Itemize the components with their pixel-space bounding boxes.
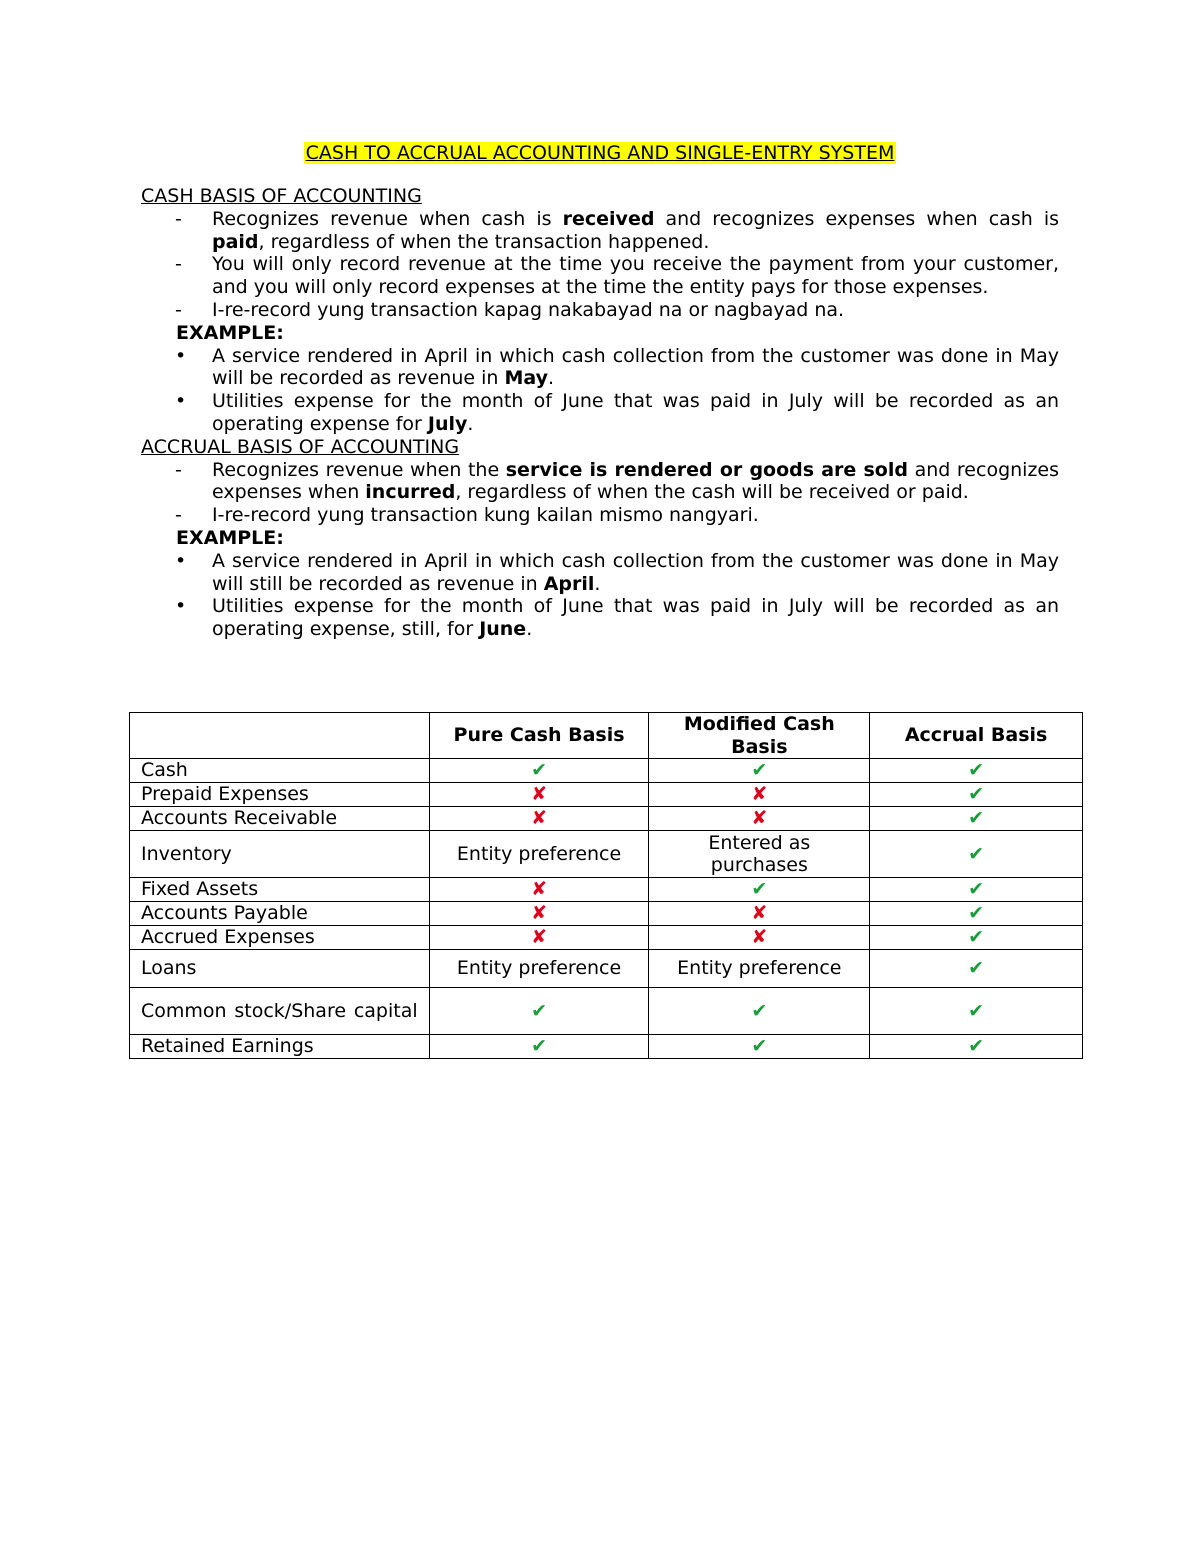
table-cell-cross [429, 902, 649, 926]
dash-marker: - [175, 253, 182, 276]
table-cell-check [870, 1035, 1083, 1059]
table-row [130, 926, 1083, 950]
table-row [130, 807, 1083, 831]
cross-icon: ✘ [751, 807, 768, 830]
cash-basis-example [141, 390, 1059, 436]
body-text: , regardless of when the cash will be received or paid. [455, 481, 969, 504]
table-cell-check [870, 988, 1083, 1035]
check-icon: ✔ [968, 878, 985, 901]
row-label: Cash [130, 759, 430, 783]
title-wrapper [0, 141, 1200, 166]
emphasis-text: paid [212, 230, 259, 253]
table-cell-check [429, 1035, 649, 1059]
cash-basis-point [141, 299, 1059, 322]
table-cell-check [649, 878, 870, 902]
cell-text: Entity preference [456, 842, 622, 865]
accrual-basis-example [141, 595, 1059, 641]
body-text: . [526, 618, 533, 641]
body-text: A service rendered in April in which cash collection from the customer was done in May will be recorded as revenue in [212, 344, 1059, 390]
comparison-table [129, 712, 1083, 1059]
table-cell-check [649, 1035, 870, 1059]
table-header-row [130, 713, 1083, 759]
emphasis-text: service is rendered or goods are sold [505, 458, 908, 481]
table-cell-text [649, 950, 870, 988]
accrual-basis-section [141, 436, 1059, 641]
check-icon: ✔ [751, 1035, 768, 1058]
header-modified-cash-basis: Modified Cash Basis [649, 713, 870, 759]
dash-marker: - [175, 298, 182, 321]
table-cell-check [649, 988, 870, 1035]
cross-icon: ✘ [531, 783, 547, 806]
table-cell-check [870, 878, 1083, 902]
cell-text: Entity preference [677, 957, 842, 980]
row-label: Fixed Assets [130, 878, 430, 902]
table-row [130, 988, 1083, 1035]
body-text: Recognizes revenue when cash is [212, 207, 563, 230]
table-cell-check [649, 759, 870, 783]
header-cell-empty [130, 713, 430, 759]
table-cell-cross [649, 902, 870, 926]
body-text: Utilities expense for the month of June that was paid in July will be recorded as an operating expense, still, for [212, 595, 1059, 641]
body-text: Utilities expense for the month of June that was paid in July will be recorded as an operating expense for [212, 390, 1059, 435]
check-icon: ✔ [968, 783, 985, 806]
emphasis-text: May [504, 367, 548, 390]
body-text: . [594, 572, 601, 595]
body-text: . [467, 412, 474, 435]
cross-icon: ✘ [531, 807, 547, 830]
body-text: and recognizes expenses when cash is [654, 207, 1060, 230]
cash-basis-section [141, 185, 1059, 436]
check-icon: ✔ [531, 999, 547, 1022]
row-label: Accounts Payable [130, 902, 430, 926]
table-cell-cross [429, 807, 649, 831]
body-text: A service rendered in April in which cash collection from the customer was done in May will still be recorded as revenue in [212, 549, 1059, 595]
table-row [130, 783, 1083, 807]
cross-icon: ✘ [751, 902, 768, 925]
cash-basis-example [141, 345, 1059, 391]
row-label: Prepaid Expenses [130, 783, 430, 807]
table-cell-cross [429, 926, 649, 950]
table-cell-check [870, 807, 1083, 831]
check-icon: ✔ [968, 999, 985, 1022]
check-icon: ✔ [531, 1035, 547, 1058]
table-cell-cross [649, 926, 870, 950]
table-cell-cross [649, 783, 870, 807]
bullet-icon: • [175, 390, 187, 413]
check-icon: ✔ [968, 957, 985, 980]
table-row [130, 1035, 1083, 1059]
dash-marker: - [175, 207, 182, 230]
body-text: and recognizes expenses when [212, 458, 1060, 504]
check-icon: ✔ [531, 759, 547, 782]
bullet-icon: • [175, 595, 187, 618]
dash-marker: - [175, 458, 182, 481]
emphasis-text: June [479, 618, 527, 641]
accrual-basis-heading: ACCRUAL BASIS OF ACCOUNTING [141, 435, 460, 458]
check-icon: ✔ [968, 926, 985, 949]
cross-icon: ✘ [531, 902, 547, 925]
table-cell-check [429, 988, 649, 1035]
accrual-basis-example [141, 550, 1059, 596]
row-label: Common stock/Share capital [130, 988, 430, 1035]
row-label: Inventory [130, 831, 430, 878]
table-cell-cross [429, 878, 649, 902]
cash-basis-points [141, 208, 1059, 322]
accrual-basis-example-label: EXAMPLE: [176, 526, 284, 549]
table-row [130, 759, 1083, 783]
cross-icon: ✘ [751, 783, 768, 806]
cash-basis-heading: CASH BASIS OF ACCOUNTING [141, 185, 422, 207]
table-cell-check [870, 783, 1083, 807]
table-cell-check [870, 950, 1083, 988]
emphasis-text: July [427, 412, 468, 435]
cash-basis-example-label: EXAMPLE: [176, 321, 284, 344]
emphasis-text: incurred [365, 481, 456, 504]
table-row [130, 831, 1083, 878]
table-cell-cross [429, 783, 649, 807]
table-cell-text [649, 831, 870, 878]
table-row [130, 902, 1083, 926]
table-cell-text [429, 831, 649, 878]
accrual-basis-examples [141, 550, 1059, 641]
emphasis-text: received [562, 207, 655, 230]
cell-text: Entity preference [456, 957, 622, 980]
table-row [130, 878, 1083, 902]
cell-text: Entered as purchases [708, 831, 811, 876]
body-text: . [548, 367, 555, 390]
table-row [130, 950, 1083, 988]
body-text: , regardless of when the transaction happened. [258, 230, 710, 253]
check-icon: ✔ [968, 759, 985, 782]
table-body [130, 759, 1083, 1059]
body-text: Recognizes revenue when the [212, 458, 506, 481]
header-accrual-basis: Accrual Basis [870, 713, 1083, 759]
cash-basis-examples [141, 345, 1059, 436]
cross-icon: ✘ [751, 926, 768, 949]
check-icon: ✔ [968, 902, 985, 925]
accrual-basis-point [141, 504, 1059, 527]
table-cell-check [870, 759, 1083, 783]
body-text: You will only record revenue at the time you receive the payment from your customer, and you will only record expenses at the time the entity pays for those expenses. [212, 253, 1059, 299]
table-cell-check [429, 759, 649, 783]
row-label: Retained Earnings [130, 1035, 430, 1059]
document-title: CASH TO ACCRUAL ACCOUNTING AND SINGLE-ENTRY SYSTEM [305, 142, 895, 164]
document-body [141, 185, 1059, 641]
cash-basis-point [141, 208, 1059, 254]
accrual-basis-points [141, 459, 1059, 527]
table-cell-check [870, 926, 1083, 950]
accrual-basis-point [141, 459, 1059, 505]
cross-icon: ✘ [531, 878, 547, 901]
table-cell-text [429, 950, 649, 988]
bullet-icon: • [175, 344, 187, 367]
bullet-icon: • [175, 549, 187, 572]
emphasis-text: April [543, 572, 595, 595]
check-icon: ✔ [968, 1035, 985, 1058]
table-cell-cross [649, 807, 870, 831]
table-cell-check [870, 902, 1083, 926]
body-text: I-re-record yung transaction kung kailan mismo nangyari. [212, 504, 759, 527]
check-icon: ✔ [751, 878, 768, 901]
body-text: I-re-record yung transaction kapag nakabayad na or nagbayad na. [212, 298, 845, 321]
check-icon: ✔ [751, 999, 768, 1022]
header-pure-cash-basis: Pure Cash Basis [429, 713, 649, 759]
row-label: Accrued Expenses [130, 926, 430, 950]
dash-marker: - [175, 504, 182, 527]
cash-basis-point [141, 253, 1059, 299]
row-label: Loans [130, 950, 430, 988]
check-icon: ✔ [968, 842, 985, 865]
row-label: Accounts Receivable [130, 807, 430, 831]
check-icon: ✔ [968, 807, 985, 830]
check-icon: ✔ [751, 759, 768, 782]
cross-icon: ✘ [531, 926, 547, 949]
table-cell-check [870, 831, 1083, 878]
